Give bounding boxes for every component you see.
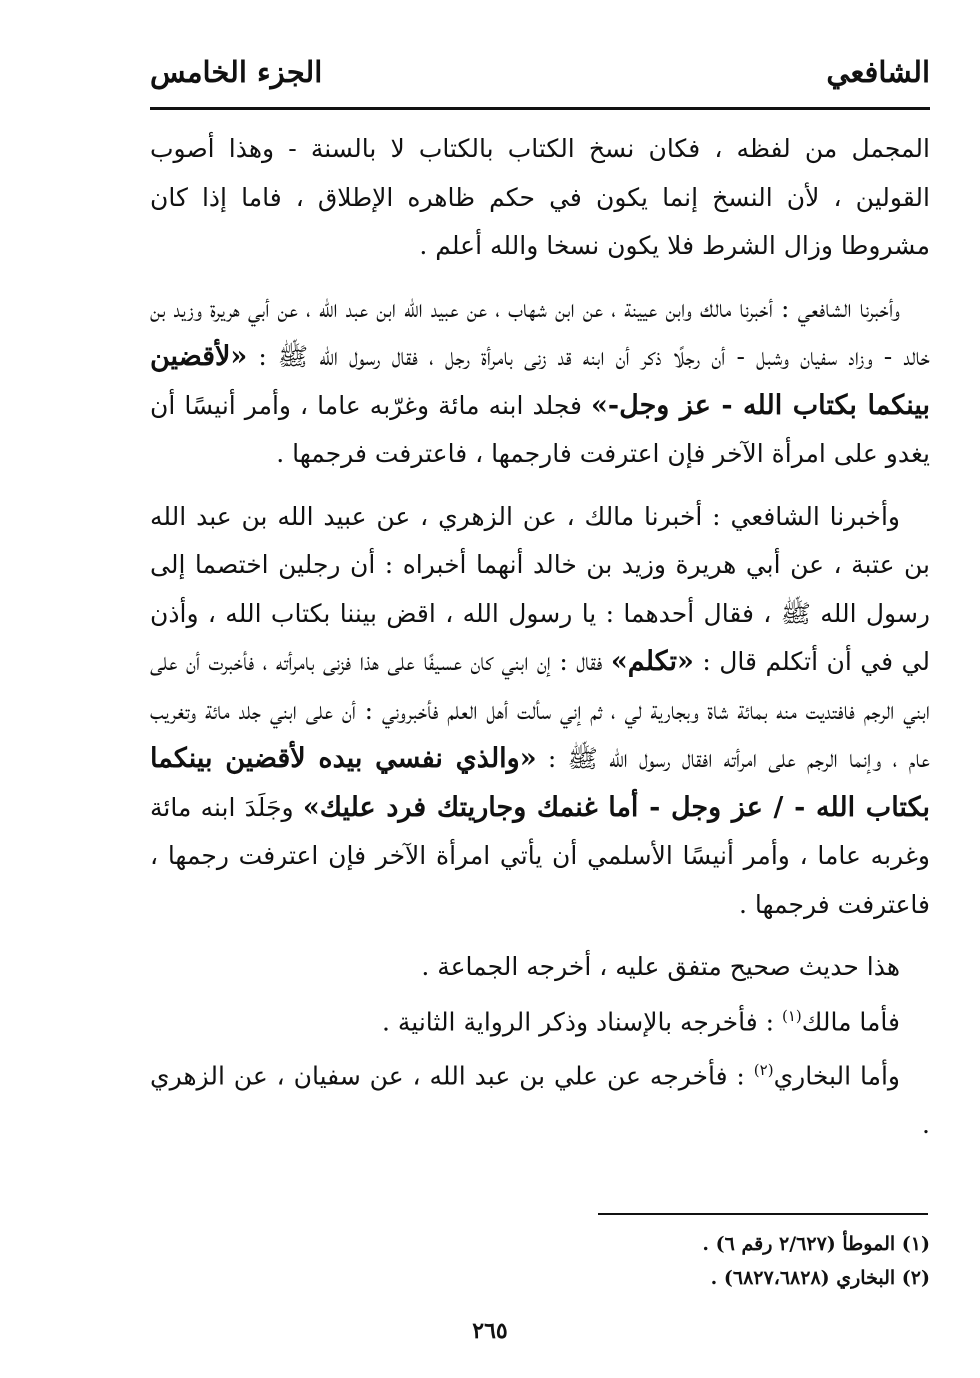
paragraph-5-text-a: فأما مالك [801,1006,900,1036]
paragraph-3-text-b: فقال : إن ابني كان عسيفًا على هذا فزنى بامرأته ، فأخبرت أن على ابني الرجم فافتديت منه بمائة شاة وبجارية لي ، ثم إني سألت أهل العلم فأخبروني : أن على ابني جلد مائة وتغريب عام ، وإنما الرجم على امرأته افقال رسول الله ﷺ : [150,647,930,773]
hadith-quote-1: «لأقضين بينكما بكتاب الله - عز وجل-» [150,341,930,421]
footnote-ref-1[interactable]: (١) [782,1006,802,1025]
paragraph-3 [150,493,930,930]
footnote-separator [598,1213,928,1215]
paragraph-4 [150,943,930,992]
paragraph-2 [150,285,930,479]
header-rule [150,107,930,110]
paragraph-5 [150,992,930,1047]
footnote-2: (٢) البخاري (٦٨٢٧،٦٨٢٨) . [710,1267,930,1289]
paragraph-5-text-b: : فأخرجه بالإسناد وذكر الرواية الثانية . [381,1006,782,1036]
hadith-quote-2: «تكلم» [610,646,694,677]
main-text [150,125,930,1150]
paragraph-3-text-a: وأخبرنا الشافعي : أخبرنا مالك ، عن الزهري ، عن عبيد الله بن عبد الله بن عتبة ، عن أبي هريرة وزيد بن خالد أنهما أخبراه : أن رجلين اختصما إلى رسول الله ﷺ ، فقال أحدهما : يا رسول الله ، اقض بيننا بكتاب الله ، وأذن لي في أن أتكلم قال : [150,501,931,676]
running-header [150,55,930,105]
hadith-quote-3: «والذي نفسي بيده لأقضين بينكما بكتاب الله - / عز وجل - أما غنمك وجاريتك فرد عليك» [150,743,930,823]
book-title: الشافعي [826,55,930,89]
paragraph-1-text: المجمل من لفظه ، فكان نسخ الكتاب بالكتاب لا بالسنة - وهذا أصوب القولين ، لأن النسخ إنما يكون في حكم ظاهره الإطلاق ، فاما إذا كان مشروطا وزال الشرط فلا يكون نسخا والله أعلم . [150,134,930,260]
volume-title: الجزء الخامس [150,55,323,89]
paragraph-2-text-b: فجلد ابنه مائة وغرّبه عاما ، وأمر أنيسًا أن يغدو على امرأة الآخر فإن اعترفت فارجمها ، فاعترفت فرجمها . [150,390,930,468]
paragraph-6-text-a: وأما البخاري [773,1061,901,1091]
paragraph-4-text: هذا حديث صحيح متفق عليه ، أخرجه الجماعة . [421,952,900,981]
paragraph-6 [150,1046,930,1149]
footnote-1: (١) الموطأ (٢/٦٢٧ رقم ٦) . [702,1233,930,1255]
footnotes [150,1227,930,1295]
paragraph-6-text-b: : فأخرجه عن علي بن عبد الله ، عن سفيان ، عن الزهري . [150,1061,930,1140]
footnote-ref-2[interactable]: (٢) [753,1061,774,1080]
paragraph-1 [150,125,930,271]
paragraph-2-text-a: وأخبرنا الشافعي : أخبرنا مالك وابن عيينة ، عن ابن شهاب ، عن عبيد الله ابن عبد الله ، عن أبي هريرة وزيد بن خالد - وزاد سفيان وشبل - أن رجلًا ذكر أن ابنه قد زنى بامرأة رجل ، فقال رسول الله ﷺ : [150,293,930,371]
page-number: ٢٦٥ [472,1318,508,1344]
paragraph-3-text-c: وجَلَدَ ابنه مائة وغربه عاما ، وأمر أنيسًا الأسلمي أن يأتي امرأة الآخر فإن اعترفت رجمها ، فاعترفت فرجمها . [150,792,930,919]
